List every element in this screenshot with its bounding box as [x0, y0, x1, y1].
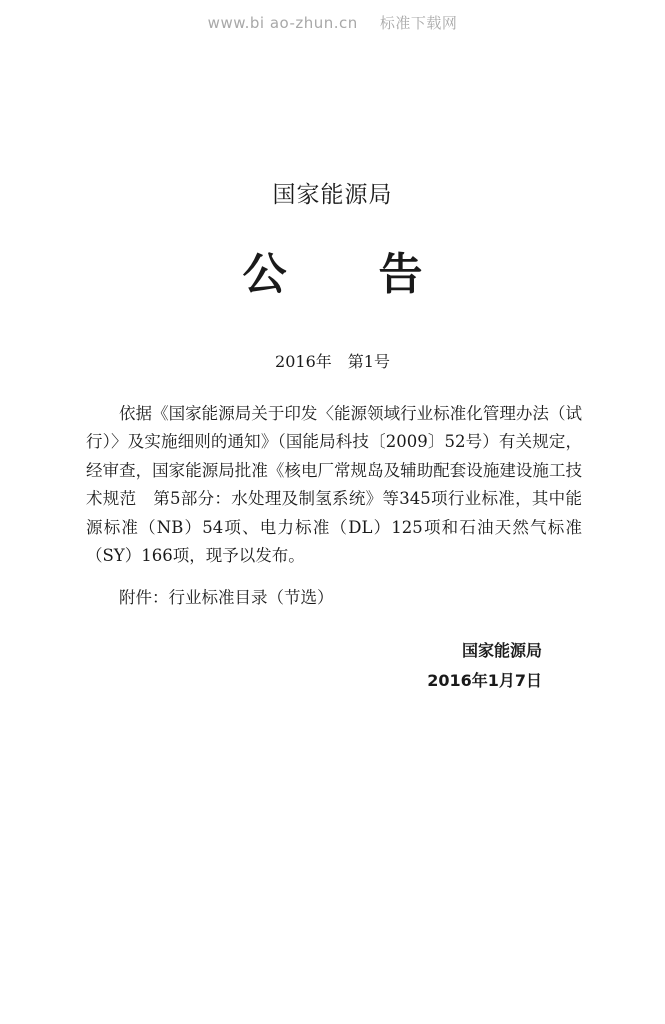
signature-date: 2016年1月7日	[427, 671, 542, 690]
watermark-url: www.bi ao-zhun.cn	[207, 14, 358, 32]
watermark	[0, 12, 665, 33]
issuer-name: 国家能源局	[272, 182, 393, 208]
attachment-line: 附件：行业标准目录（节选）	[119, 588, 334, 607]
watermark-site-name: 标准下载网	[379, 14, 458, 32]
signature-organization: 国家能源局	[461, 641, 542, 660]
signature-block	[427, 636, 542, 696]
document-number: 2016年 第1号	[275, 352, 390, 371]
document-title: 公告	[242, 249, 515, 300]
body-paragraph: 依据《国家能源局关于印发〈能源领域行业标准化管理办法（试行）〉及实施细则的通知》（国能局科技〔2009〕52号）有关规定，经审查，国家能源局批准《核电厂常规岛及辅助配套设施建设施工技术规范 第5部分：水处理及制氢系统》等345项行业标准，其中能源标准（NB）54项、电力标准（DL）125项和石油天然气标准（SY）166项，现予以发布。	[86, 404, 582, 566]
